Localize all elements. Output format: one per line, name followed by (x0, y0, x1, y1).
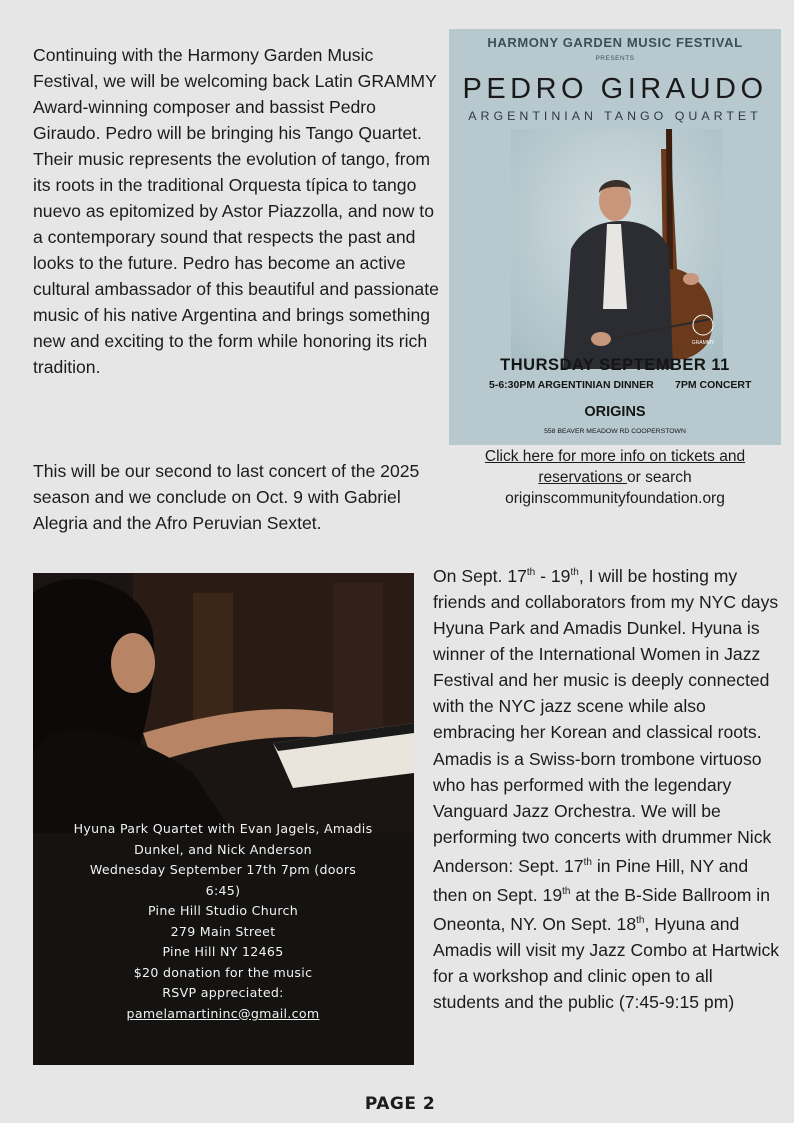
poster-artist-name: PEDRO GIRAUDO (462, 73, 768, 105)
hyuna-line-2: Wednesday September 17th 7pm (doors 6:45) (89, 862, 357, 898)
hyuna-line-5: Pine Hill NY 12465 (162, 944, 284, 959)
hyuna-line-4: 279 Main Street (170, 923, 276, 939)
poster-caption (449, 446, 781, 509)
hyuna-paragraph: On Sept. 17th - 19th, I will be hosting my friends and collaborators from my NYC days Hyuna Park and Amadis Dunkel. Hyuna is winner of the International Women in Jazz Festival and her music is deeply connected with the NYC jazz scene while also embracing her Korean and classical roots. Amadis is a Swiss-born trombone virtuoso who has performed with the legendary Vanguard Jazz Orchestra. We will be performing two concerts with drummer Nick Anderson: Sept. 17th in Pine Hill, NY and then on Sept. 19th at the B-Side Ballroom in Oneonta, NY. On Sept. 18th, Hyuna and Amadis will visit my Jazz Combo at Hartwick for a workshop and clinic open to all students and the public (7:45-9:15 pm) (433, 565, 780, 1012)
poster-venue: ORIGINS (584, 404, 646, 420)
hyuna-line-6: $20 donation for the music (133, 964, 313, 980)
poster-subtitle: ARGENTINIAN TANGO QUARTET (468, 109, 762, 123)
pianist-photo (33, 573, 414, 833)
hyuna-concert-info (73, 819, 373, 1024)
hyuna-park-flyer (33, 573, 414, 1065)
hyuna-line-3: Pine Hill Studio Church (147, 903, 299, 918)
hyuna-line-1: Hyuna Park Quartet with Evan Jagels, Amadis Dunkel, and Nick Anderson (73, 821, 373, 857)
festival-paragraph: Continuing with the Harmony Garden Music Festival, we will be welcoming back Latin GRAMMY Award-winning composer and bassist Pedro Giraudo. Pedro will be bringing his Tango Quartet. Their music represents the evolution of tango, from its roots in the traditional Orquesta típica to tango nuevo as epitomized by Astor Piazzolla, and now to a contemporary sound that respects the past and looks to the future. Pedro has become an active cultural ambassador of this beautiful and passionate music of his native Argentina and brings something new and exciting to the form while honoring its rich tradition. (33, 45, 439, 377)
poster-address: 558 BEAVER MEADOW RD COOPERSTOWN (544, 428, 686, 435)
season-paragraph: This will be our second to last concert of the 2025 season and we conclude on Oct. 9 with Gabriel Alegria and the Afro Peruvian Sextet. (33, 461, 420, 533)
poster-festival-title: HARMONY GARDEN MUSIC FESTIVAL (487, 35, 743, 50)
poster-presents: PRESENTS (595, 55, 635, 62)
caption-rest: or search originscommunityfoundation.org (505, 469, 725, 507)
poster-date: THURSDAY SEPTEMBER 11 (500, 356, 730, 374)
poster-dinner: 5-6:30PM ARGENTINIAN DINNER (489, 379, 654, 391)
page-number: PAGE 2 (364, 1094, 436, 1114)
bassist-photo (511, 129, 723, 369)
tickets-link[interactable]: Click here for more info on tickets and reservations (484, 448, 746, 486)
grammy-badge: GRAMMY (691, 340, 715, 346)
poster-concert-time: 7PM CONCERT (675, 379, 752, 391)
concert-poster (449, 29, 781, 445)
hyuna-line-7: RSVP appreciated: (162, 985, 284, 1000)
rsvp-email-link[interactable]: pamelamartininc@gmail.com (126, 1005, 320, 1021)
